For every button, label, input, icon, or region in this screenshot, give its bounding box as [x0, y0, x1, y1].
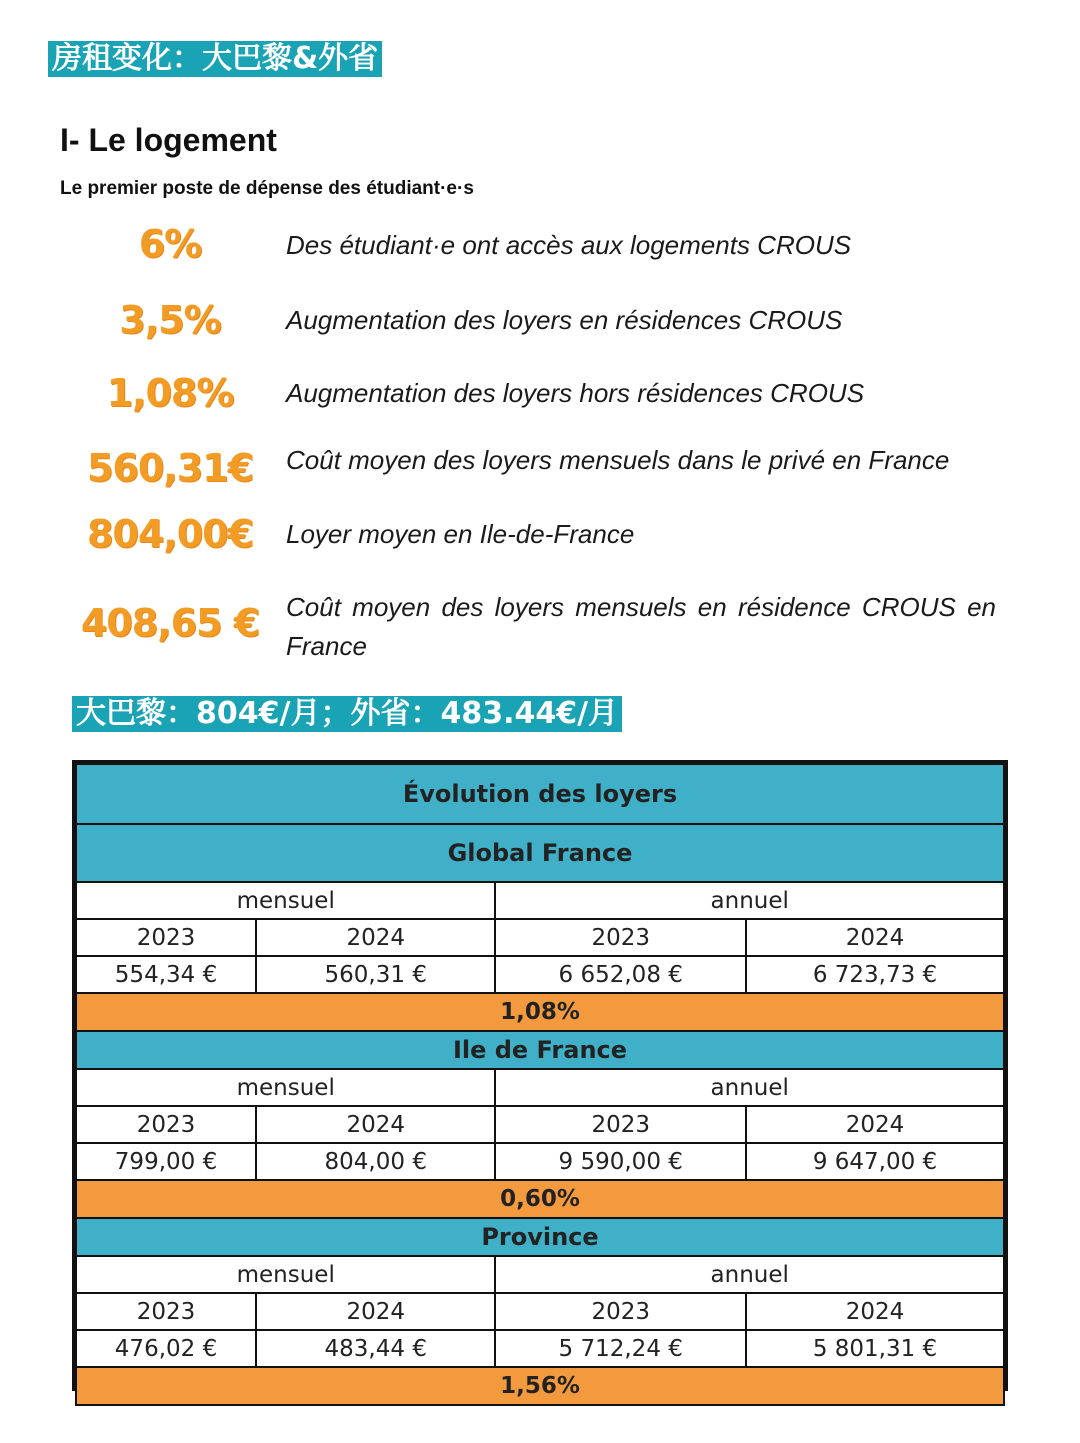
- header-banner: 房租变化：大巴黎&外省: [48, 41, 382, 77]
- year-cell: 2023: [495, 1106, 746, 1143]
- year-cell: 2023: [76, 1106, 256, 1143]
- stat-value-private-increase: 1,08%: [106, 371, 234, 415]
- year-cell: 2024: [256, 919, 495, 956]
- change-cell-global-france: 1,08%: [76, 993, 1004, 1031]
- value-cell: 476,02 €: [76, 1330, 256, 1367]
- year-cell: 2023: [76, 1293, 256, 1330]
- stat-desc-idf-avg: Loyer moyen en Ile-de-France: [286, 519, 635, 549]
- year-cell: 2024: [746, 1293, 1004, 1330]
- change-cell-ile-de-france: 0,60%: [76, 1180, 1004, 1218]
- stat-value-crous-avg: 408,65 €: [80, 601, 260, 645]
- value-cell: 560,31 €: [256, 956, 495, 993]
- stat-desc-crous-avg: Coût moyen des loyers mensuels en résidence CROUS en France: [286, 592, 996, 661]
- stat-value-private-avg: 560,31€: [86, 446, 254, 490]
- value-cell: 799,00 €: [76, 1143, 256, 1180]
- region-header-ile-de-france: Ile de France: [76, 1031, 1004, 1069]
- year-cell: 2023: [495, 1293, 746, 1330]
- year-cell: 2024: [746, 919, 1004, 956]
- stat-desc-crous-increase: Augmentation des loyers en résidences CROUS: [286, 305, 843, 335]
- stat-desc-crous-access: Des étudiant·e ont accès aux logements CROUS: [286, 230, 852, 260]
- value-cell: 6 652,08 €: [495, 956, 746, 993]
- year-cell: 2024: [256, 1293, 495, 1330]
- value-cell: 9 647,00 €: [746, 1143, 1004, 1180]
- stat-desc-private-avg: Coût moyen des loyers mensuels dans le privé en France: [286, 445, 950, 475]
- section-subtitle: Le premier poste de dépense des étudiant·e·s: [60, 178, 474, 199]
- period-header-annual: annuel: [495, 1069, 1004, 1106]
- year-cell: 2023: [76, 919, 256, 956]
- period-header-monthly: mensuel: [76, 882, 495, 919]
- year-cell: 2024: [746, 1106, 1004, 1143]
- region-header-province: Province: [76, 1218, 1004, 1256]
- value-cell: 9 590,00 €: [495, 1143, 746, 1180]
- summary-banner: 大巴黎：804€/月；外省：483.44€/月: [72, 696, 622, 732]
- section-title: I- Le logement: [60, 122, 277, 158]
- value-cell: 6 723,73 €: [746, 956, 1004, 993]
- value-cell: 5 712,24 €: [495, 1330, 746, 1367]
- change-cell-province: 1,56%: [76, 1367, 1004, 1405]
- period-header-annual: annuel: [495, 882, 1004, 919]
- year-cell: 2024: [256, 1106, 495, 1143]
- period-header-annual: annuel: [495, 1256, 1004, 1293]
- year-cell: 2023: [495, 919, 746, 956]
- region-header-global-france: Global France: [76, 824, 1004, 882]
- stat-desc-private-increase: Augmentation des loyers hors résidences CROUS: [286, 378, 865, 408]
- table-title: Évolution des loyers: [76, 764, 1004, 824]
- value-cell: 804,00 €: [256, 1143, 495, 1180]
- period-header-monthly: mensuel: [76, 1069, 495, 1106]
- value-cell: 554,34 €: [76, 956, 256, 993]
- value-cell: 483,44 €: [256, 1330, 495, 1367]
- stat-value-crous-access: 6%: [138, 222, 202, 266]
- rent-evolution-table: [72, 760, 1008, 1399]
- period-header-monthly: mensuel: [76, 1256, 495, 1293]
- stat-value-crous-increase: 3,5%: [119, 298, 221, 342]
- stat-value-idf-avg: 804,00€: [86, 512, 254, 556]
- value-cell: 5 801,31 €: [746, 1330, 1004, 1367]
